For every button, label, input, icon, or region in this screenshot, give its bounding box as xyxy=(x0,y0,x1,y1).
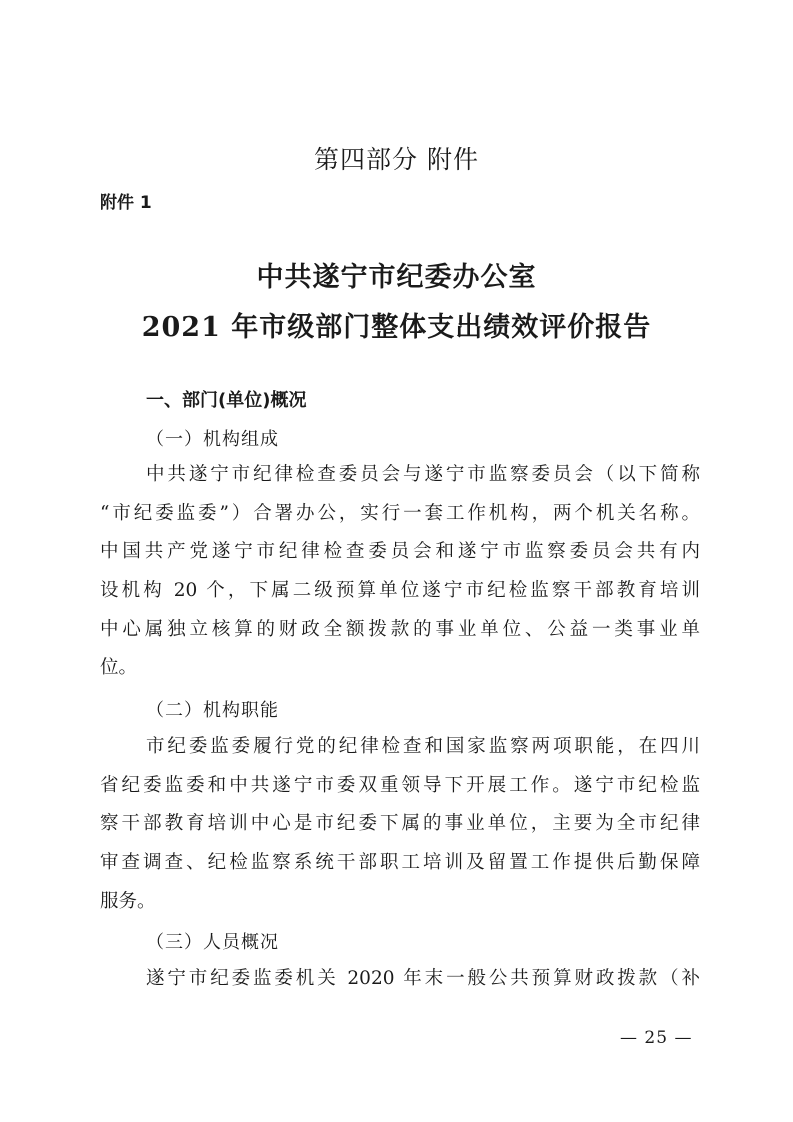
paragraph-line: 中共遂宁市纪律检查委员会与遂宁市监察委员会（以下简称 xyxy=(146,464,700,485)
subsection-heading-organization: （一）机构组成 xyxy=(146,429,279,450)
paragraph-line: 位。 xyxy=(100,657,138,679)
paragraph-line: 中国共产党遂宁市纪律检查委员会和遂宁市监察委员会共有内 xyxy=(100,541,700,563)
report-title-line-1: 中共遂宁市纪委办公室 xyxy=(256,262,537,293)
paragraph-line: 省纪委监委和中共遂宁市委双重领导下开展工作。遂宁市纪检监 xyxy=(100,774,700,796)
subsection-heading-personnel: （三）人员概况 xyxy=(146,932,279,953)
paragraph-line: 遂宁市纪委监委机关 2020 年末一般公共预算财政拨款（补 xyxy=(146,968,700,989)
paragraph-line: 中心属独立核算的财政全额拨款的事业单位、公益一类事业单 xyxy=(100,618,700,640)
paragraph-line: “市纪委监委”）合署办公，实行一套工作机构，两个机关名称。 xyxy=(100,502,700,524)
paragraph-line: 设机构 20 个，下属二级预算单位遂宁市纪检监察干部教育培训 xyxy=(100,580,700,602)
paragraph-functions xyxy=(100,728,700,921)
paragraph-line: 服务。 xyxy=(100,890,156,912)
paragraph-line: 市纪委监委履行党的纪律检查和国家监察两项职能，在四川 xyxy=(146,736,700,757)
subsection-heading-functions: （二）机构职能 xyxy=(146,700,279,721)
report-title-line-2: 2021 年市级部门整体支出绩效评价报告 xyxy=(141,312,652,343)
attachment-label: 附件 1 xyxy=(100,193,152,213)
paragraph-organization xyxy=(100,456,700,688)
paragraph-line: 察干部教育培训中心是市纪委下属的事业单位，主要为全市纪律 xyxy=(100,813,700,835)
section-heading: 一、部门(单位)概况 xyxy=(146,390,307,411)
page-number: — 25 — xyxy=(620,1028,693,1048)
paragraph-personnel xyxy=(100,960,700,999)
part-title: 第四部分 附件 xyxy=(314,145,479,174)
paragraph-line: 审查调查、纪检监察系统干部职工培训及留置工作提供后勤保障 xyxy=(100,852,700,874)
